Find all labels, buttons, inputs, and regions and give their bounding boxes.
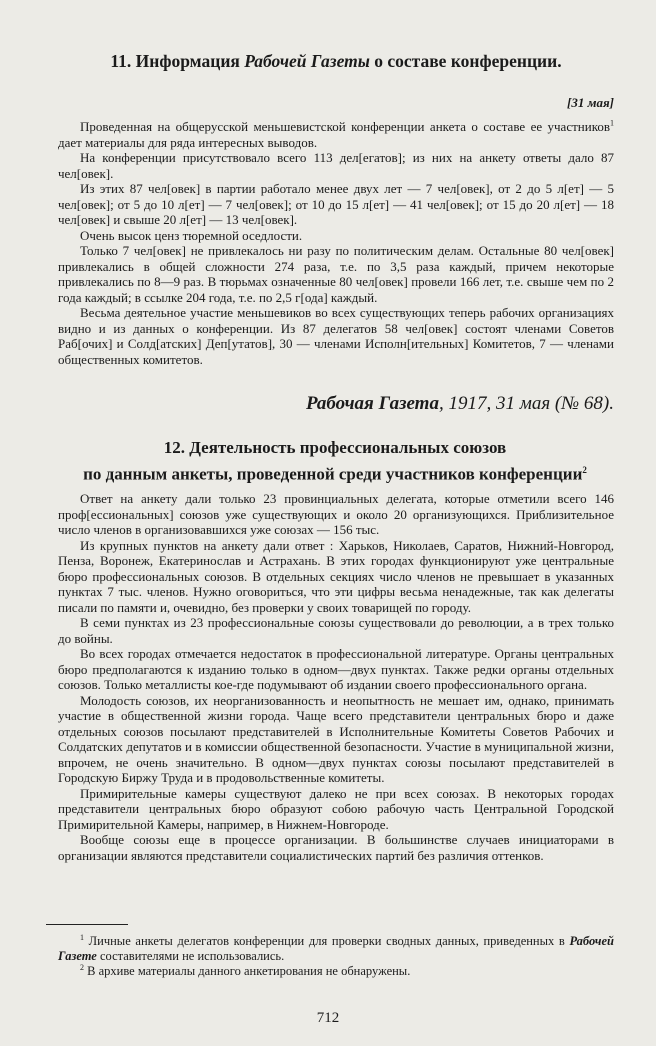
paragraph: Из крупных пунктов на анкету дали ответ : Харьков, Николаев, Саратов, Нижний-Новгород, Пенза, Воронеж, Екатеринослав и Астрахань. В этих городах функционируют уже центральные бюро профессиональных союзов. В отдельных секциях число членов не превышает в указанных пунктах 7 тыс. членов. Нужно оговориться, что эти цифры весьма ненадежные, так как делегаты писали по памяти и, очевидно, без проверки у своих товарищей по городу. xyxy=(58,537,614,615)
paragraph: Из этих 87 чел[овек] в партии работало менее двух лет — 7 чел[овек], от 2 до 5 л[ет] — 5 чел[овек]; от 5 до 10 л[ет] — 7 чел[овек]; от 10 до 15 л[ет] — 41 чел[овек]; от 15 до 20 л[ет] — 18 чел[овек] и свыше 20 л[ет] — 13 чел[овек]. xyxy=(58,181,614,227)
signature-newspaper: Рабочая Газета xyxy=(305,393,439,414)
footnote xyxy=(58,934,614,964)
footnote-ref: 2 xyxy=(582,465,587,475)
section-12-title-line2: по данным анкеты, проведенной среди участников конференции xyxy=(83,464,583,484)
page-number: 712 xyxy=(316,1010,340,1026)
section-11-date: [31 мая] xyxy=(566,95,614,110)
paragraph: Молодость союзов, их неорганизованность и неопытность не мешает им, однако, принимать участие в общественной жизни города. Чаще всего представители центральных бюро и даже отдельных союзов посылают представителей в Исполнительные Комитеты Советов Рабочих и Солдатских депутатов и в комиссии общественной безопасности. Участие в муниципальной жизни, впрочем, не очень значительно. В одном—двух пунктах союзы посылают представителей в Городскую Биржу Труда и в продовольственные комитеты. xyxy=(58,692,614,785)
paragraph-text: Проведенная на общерусской меньшевистской конференции анкета о составе ее участников xyxy=(80,119,610,134)
paragraph: На конференции присутствовало всего 113 дел[егатов]; из них на анкету ответы дало 87 чел[овек]. xyxy=(58,150,614,181)
section-12-title-line2-wrap xyxy=(40,459,630,486)
paragraph: Примирительные камеры существуют далеко не при всех союзах. В некоторых городах представители центральных бюро образуют собою рабочую часть Центральной Городской Примирительной Камеры, например, в Нижнем-Новгороде. xyxy=(58,785,614,832)
paragraph: Во всех городах отмечается недостаток в профессиональной литературе. Органы центральных бюро предполагаются к изданию только в одном—двух пунктах. Также редки органы отдельных союзов. Только металлисты кое-где подумывают об издании своего профессионального органа. xyxy=(58,646,614,692)
section-11-title-prefix: 11. Информация xyxy=(110,51,245,71)
paragraph: Ответ на анкету дали только 23 провинциальных делегата, которые отметили всего 146 проф[ессиональных] союзов уже существующих и около 20 организующихся. Приблизительное число членов в организовавшихся уже союзах — 156 тыс. xyxy=(58,491,614,537)
paragraph: Только 7 чел[овек] не привлекалось ни разу по политическим делам. Остальные 80 чел[овек] привлекались в общей сложности 274 раза, т.е. по 3,5 раза каждый, причем некоторые привлекались по 8—9 раз. В тюрьмах означенные 80 чел[овек] провели 166 лет, т.е. свыше чем по 2 года каждый; в ссылке 204 года, т.е. по 2,5 г[ода] каждый. xyxy=(58,243,614,305)
signature-issue: , 1917, 31 мая (№ 68). xyxy=(438,393,614,414)
section-11-body xyxy=(58,119,614,367)
footnote-text-after: составителями не использовались. xyxy=(96,949,285,963)
footnote-text: Личные анкеты делегатов конференции для проверки сводных данных, приведенных в xyxy=(84,934,570,948)
paragraph: В семи пунктах из 23 профессиональные союзы существовали до революции, а в трех только до войны. xyxy=(58,615,614,646)
section-12-body xyxy=(58,491,614,863)
section-12-title-line1: 12. Деятельность профессиональных союзов xyxy=(163,438,507,457)
footnote-newspaper: Рабочей Газете xyxy=(58,934,614,963)
footnote-number: 2 xyxy=(80,962,84,972)
paragraph: Вообще союзы еще в процессе организации. В большинстве случаев инициаторами в организации являются представители социалистических партий без различия оттенков. xyxy=(58,832,614,863)
section-11-title-suffix: о составе конференции. xyxy=(369,51,562,71)
footnote-text: В архиве материалы данного анкетирования не обнаружены. xyxy=(84,964,411,978)
paragraph: Весьма деятельное участие меньшевиков во всех существующих теперь рабочих организациях видно и из данных о конференции. Из 87 делегатов 58 чел[овек] состоят членами Советов Раб[очих] и Солд[атских] Деп[утатов], 30 — членами Исполн[ительных] Комитетов, 7 — членами общественных комитетов. xyxy=(58,305,614,367)
footnote xyxy=(58,964,614,979)
footnote-ref: 1 xyxy=(610,118,614,128)
footnote-divider xyxy=(46,924,128,925)
section-11-title-newspaper: Рабочей Газеты xyxy=(244,51,370,71)
paragraph-text-after: дает материалы для ряда интересных выводов. xyxy=(58,134,318,150)
source-signature xyxy=(58,393,614,415)
section-11-title xyxy=(58,50,614,72)
footnote-number: 1 xyxy=(80,932,84,942)
paragraph: Очень высок ценз тюремной оседлости. xyxy=(80,227,303,243)
paragraph xyxy=(58,119,614,150)
section-12-title xyxy=(40,437,630,486)
footnotes xyxy=(58,934,614,979)
